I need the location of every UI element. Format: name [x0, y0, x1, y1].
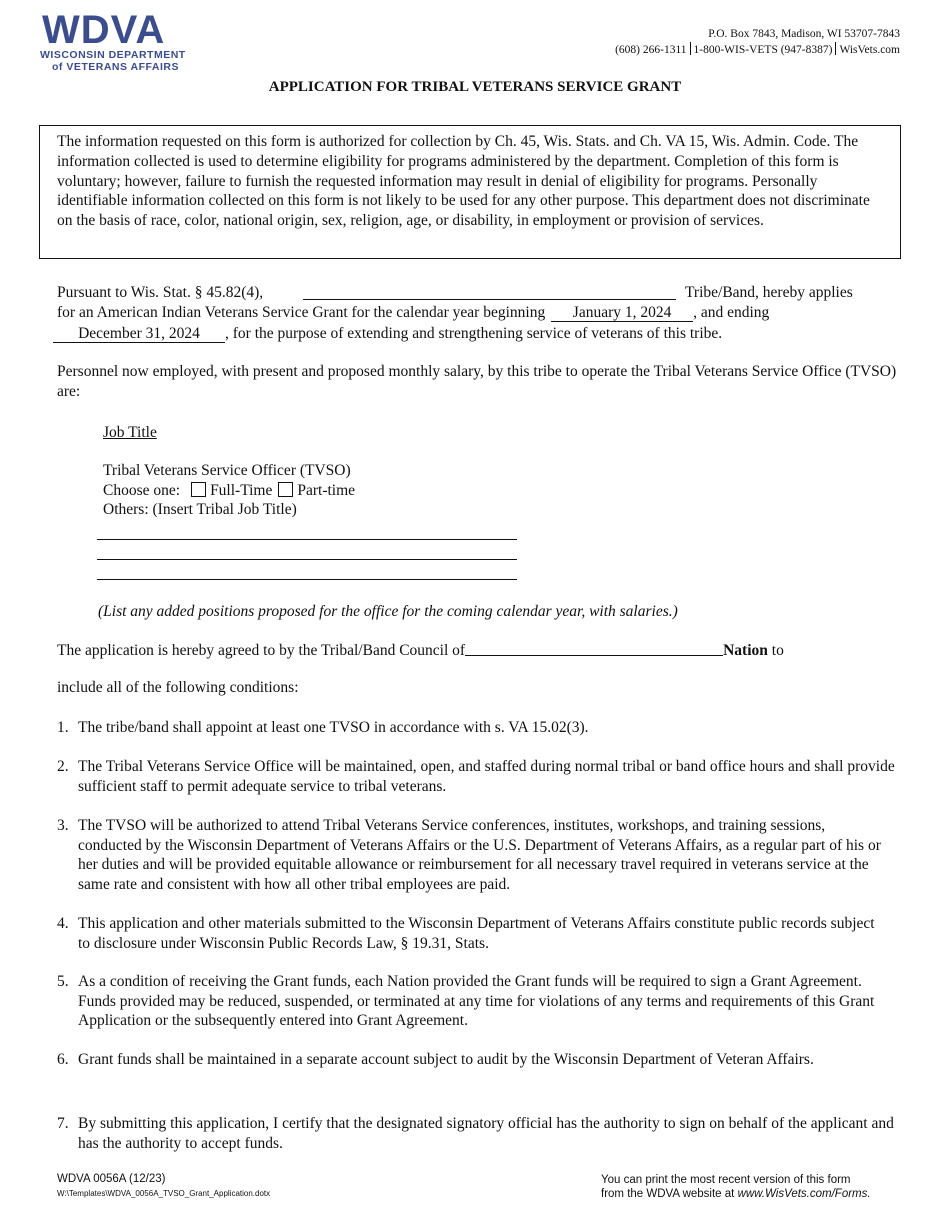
conditions-intro: include all of the following conditions:	[57, 679, 299, 696]
full-time-checkbox[interactable]	[191, 482, 206, 497]
condition-text: The tribe/band shall appoint at least one TVSO in accordance with s. VA 15.02(3).	[78, 719, 589, 736]
pursuant-intro: Pursuant to Wis. Stat. § 45.82(4),	[57, 284, 264, 301]
pursuant-line2	[57, 303, 769, 323]
employment-type-row	[103, 481, 355, 501]
full-time-label: Full-Time	[210, 482, 273, 499]
condition-text: The TVSO will be authorized to attend Tribal Veterans Service conferences, institutes, workshops, and training sessions, conducted by the Wisconsin Department of Veterans Affairs or the U.S. Department of Veterans Affairs, as a regular part of his or her duties and will be provided equitable allowance or reimbursement for all necessary travel required in veterans service at the same rate and consistent with how all other tribal employees are paid.	[78, 817, 881, 893]
privacy-notice-box	[39, 125, 901, 259]
pursuant-line3	[53, 324, 722, 344]
council-nation-field[interactable]	[465, 641, 723, 656]
logo-subtitle-line1: WISCONSIN DEPARTMENT	[40, 49, 186, 61]
condition-number: 7.	[57, 1115, 69, 1132]
wdva-logo: WDVA	[42, 8, 166, 52]
condition-text: Grant funds shall be maintained in a separate account subject to audit by the Wisconsin Department of Veteran Affairs.	[78, 1051, 814, 1068]
part-time-checkbox[interactable]	[278, 482, 293, 497]
condition-number: 5.	[57, 973, 69, 990]
condition-text: The Tribal Veterans Service Office will be maintained, open, and staffed during normal tribal or band office hours and shall provide sufficient staff to permit adequate service to tribal veterans.	[78, 758, 895, 795]
tvso-title: Tribal Veterans Service Officer (TVSO)	[103, 462, 351, 479]
condition-item	[57, 1050, 887, 1070]
condition-item	[57, 757, 942, 796]
added-positions-note: (List any added positions proposed for the office for the coming calendar year, with salaries.)	[98, 603, 678, 620]
condition-number: 6.	[57, 1051, 69, 1068]
other-job-title-line-2[interactable]	[97, 559, 517, 560]
and-ending-text: , and ending	[693, 304, 770, 321]
privacy-notice-text: The information requested on this form is authorized for collection by Ch. 45, Wis. Stats. and Ch. VA 15, Wis. Admin. Code. The information collected is used to determine eligibility for programs administered by the department. Completion of this form is voluntary; however, failure to furnish the requested information may result in denial of eligibility for programs. Personally identifiable information collected on this form is not likely to be used for any other purpose. This department does not discriminate on the basis of race, color, national origin, sex, religion, age, or disability, in employment or provision of services.	[57, 133, 870, 230]
print-note	[601, 1173, 871, 1201]
website-link[interactable]: WisVets.com	[839, 44, 900, 56]
forms-url-link[interactable]: www.WisVets.com/Forms.	[737, 1188, 871, 1200]
part-time-label: Part-time	[297, 482, 356, 499]
phone: (608) 266-1311	[615, 44, 687, 56]
condition-text: As a condition of receiving the Grant funds, each Nation provided the Grant funds will be required to sign a Grant Agreement. Funds provided may be reduced, suspended, or terminated at any time for violations of any terms and requirements of this Grant Application or the subsequently entered into Grant Agreement.	[78, 973, 875, 1030]
tribe-band-applies: Tribe/Band, hereby applies	[685, 284, 853, 301]
start-date-field[interactable]: January 1, 2024	[551, 304, 693, 322]
end-date-field[interactable]: December 31, 2024	[53, 325, 225, 343]
condition-text: This application and other materials submitted to the Wisconsin Department of Veterans Affairs constitute public records subject to disclosure under Wisconsin Public Records Law, § 19.31, Stats.	[78, 915, 875, 952]
contact-line	[615, 42, 900, 58]
condition-item	[57, 816, 887, 894]
print-note-line1: You can print the most recent version of this form	[601, 1174, 851, 1186]
condition-text: By submitting this application, I certify that the designated signatory official has the authority to sign on behalf of the applicant and has the authority to accept funds.	[78, 1115, 894, 1152]
form-number: WDVA 0056A (12/23)	[57, 1173, 166, 1185]
job-title-header: Job Title	[103, 424, 157, 441]
tribe-name-field[interactable]	[303, 299, 676, 300]
personnel-intro: Personnel now employed, with present and proposed monthly salary, by this tribe to operate the Tribal Veterans Service Office (TVSO) are:	[57, 363, 897, 400]
condition-item	[57, 718, 937, 738]
condition-number: 4.	[57, 915, 69, 932]
logo-subtitle-line2: of VETERANS AFFAIRS	[52, 61, 179, 73]
choose-one-label: Choose one:	[103, 482, 181, 499]
agreement-prefix: The application is hereby agreed to by the Tribal/Band Council of	[57, 642, 466, 659]
nation-word: Nation	[723, 642, 768, 659]
condition-number: 3.	[57, 817, 69, 834]
condition-item	[57, 972, 887, 1031]
tollfree-phone: 1-800-WIS-VETS (947-8387)	[693, 44, 833, 56]
condition-number: 1.	[57, 719, 69, 736]
print-note-prefix: from the WDVA website at	[601, 1188, 738, 1200]
condition-item	[57, 1114, 897, 1153]
address: P.O. Box 7843, Madison, WI 53707-7843	[708, 28, 900, 40]
template-path: W:\Templates\WDVA_0056A_TVSO_Grant_Application.dotx	[57, 1189, 271, 1198]
condition-number: 2.	[57, 758, 69, 775]
form-title: APPLICATION FOR TRIBAL VETERANS SERVICE GRANT	[268, 79, 682, 95]
calendar-year-text: for an American Indian Veterans Service Grant for the calendar year beginning	[57, 304, 546, 321]
print-note-line2	[601, 1187, 871, 1201]
other-job-title-line-1[interactable]	[97, 539, 517, 540]
agreement-suffix: to	[767, 642, 784, 659]
condition-item	[57, 914, 887, 953]
purpose-text: , for the purpose of extending and strengthening service of veterans of this tribe.	[225, 325, 723, 342]
agreement-line	[57, 641, 784, 661]
other-job-title-line-3[interactable]	[97, 579, 517, 580]
contact-block	[615, 27, 900, 58]
others-label: Others: (Insert Tribal Job Title)	[103, 501, 297, 518]
